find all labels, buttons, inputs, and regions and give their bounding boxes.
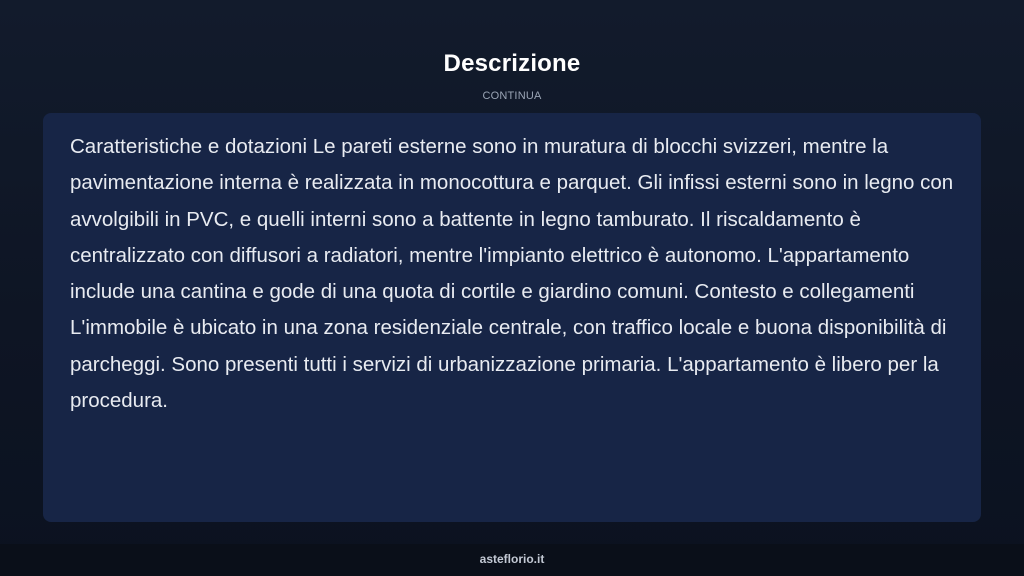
description-card <box>43 113 981 522</box>
page-title: Descrizione <box>443 50 581 77</box>
description-text: Caratteristiche e dotazioni Le pareti esterne sono in muratura di blocchi svizzeri, mentre la pavimentazione interna è realizzata in monocottura e parquet. Gli infissi esterni sono in legno con avvolgibili in PVC, e quelli interni sono a battente in legno tamburato. Il riscaldamento è centralizzato con diffusori a radiatori, mentre l'impianto elettrico è autonomo. L'appartamento include una cantina e gode di una quota di cortile e giardino comuni. Contesto e collegamenti L'immobile è ubicato in una zona residenziale centrale, con traffico locale e buona disponibilità di parcheggi. Sono presenti tutti i servizi di urbanizzazione primaria. L'appartamento è libero per la procedura. <box>70 135 954 413</box>
continue-label: CONTINUA <box>482 90 542 102</box>
footer-site-name: asteflorio.it <box>479 552 545 566</box>
footer <box>0 544 1024 576</box>
